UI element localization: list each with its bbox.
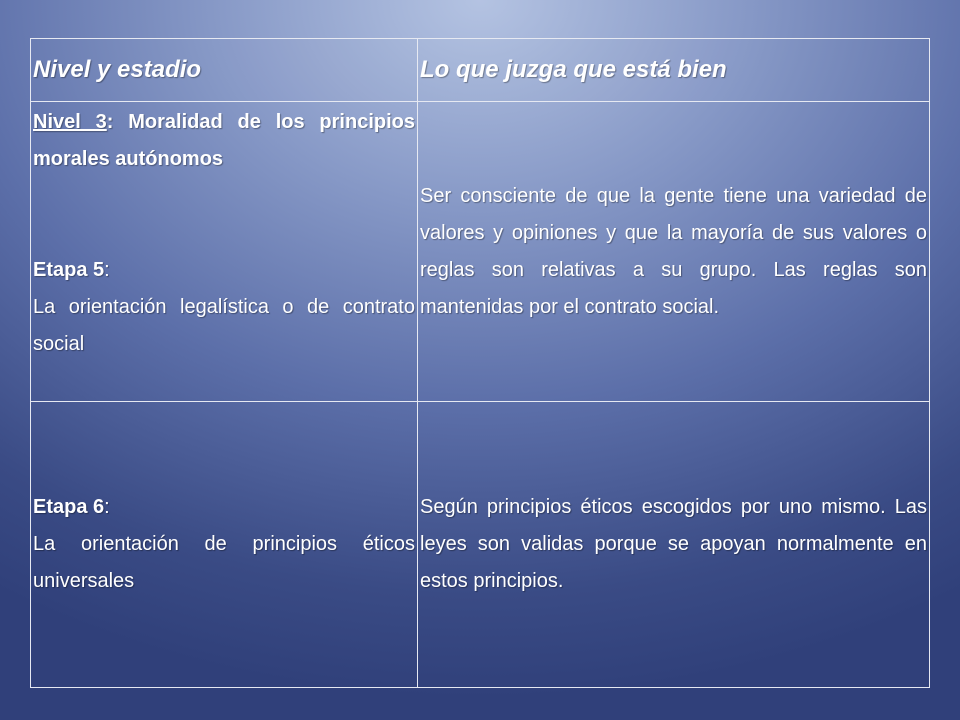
judgment-cell <box>418 402 930 688</box>
level-title <box>33 104 415 178</box>
stage-label: Etapa 5 <box>33 259 105 281</box>
kohlberg-table <box>30 38 930 688</box>
table-row <box>31 402 930 688</box>
level-stage-cell <box>31 102 418 402</box>
header-row <box>31 39 930 102</box>
header-judgment: Lo que juzga que está bien <box>418 39 930 102</box>
stage-description: La orientación legalística o de contrato social <box>33 296 415 355</box>
level-stage-cell <box>31 402 418 688</box>
table-row <box>31 102 930 402</box>
spacer <box>33 178 415 252</box>
header-level-stage: Nivel y estadio <box>31 39 418 102</box>
stage-block <box>33 252 415 363</box>
judgment-cell <box>418 102 930 402</box>
level-name: : Moralidad de los principios morales autónomos <box>33 111 415 170</box>
stage-block <box>33 489 415 600</box>
stage-colon: : <box>104 259 110 281</box>
stage-description: La orientación de principios éticos universales <box>33 533 415 592</box>
judgment-text: Ser consciente de que la gente tiene una variedad de valores y opiniones y que la mayoría de sus valores o reglas son relativas a su grupo. Las reglas son mantenidas por el contrato social. <box>420 184 927 318</box>
stage-colon: : <box>104 496 110 518</box>
level-number: Nivel 3 <box>33 111 107 133</box>
stage-label: Etapa 6 <box>33 496 105 518</box>
judgment-text: Según principios éticos escogidos por uno mismo. Las leyes son validas porque se apoyan normalmente en estos principios. <box>420 496 927 592</box>
